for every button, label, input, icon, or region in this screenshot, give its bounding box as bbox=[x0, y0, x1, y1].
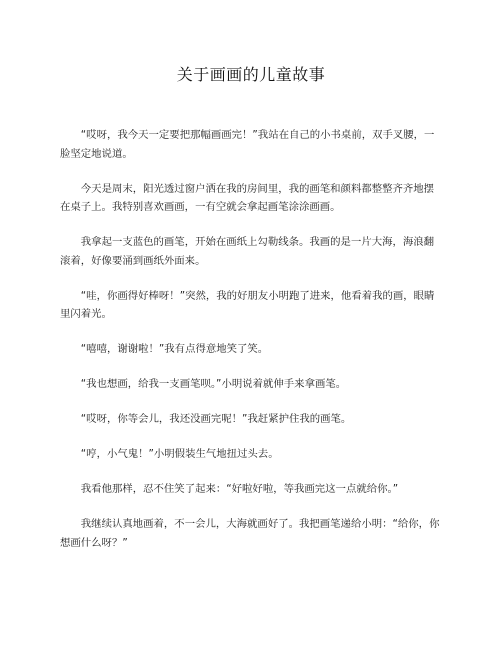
paragraph-7: “哎呀，你等会儿，我还没画完呢！”我赶紧护住我的画笔。 bbox=[80, 413, 352, 425]
paragraph-1: “哎呀，我今天一定要把那幅画画完！”我站在自己的小书桌前，双手叉腰，一脸坚定地说道。 bbox=[60, 129, 435, 160]
paragraph-5: “嘻嘻，谢谢啦！”我有点得意地笑了笑。 bbox=[80, 343, 269, 355]
paragraph-4: “哇，你画得好棒呀！”突然，我的好朋友小明跑了进来，他看着我的画，眼睛里闪着光。 bbox=[60, 289, 435, 320]
paragraph-2: 今天是周末，阳光透过窗户洒在我的房间里，我的画笔和颜料都整整齐齐地摆在桌子上。我特别喜欢画画，一有空就会拿起画笔涂涂画画。 bbox=[60, 182, 435, 213]
page-title: 关于画画的儿童故事 bbox=[176, 65, 326, 84]
paragraph-8: “哼，小气鬼！”小明假装生气地扭过头去。 bbox=[80, 448, 279, 460]
paragraph-9: 我看他那样，忍不住笑了起来：“好啦好啦，等我画完这一点就给你。” bbox=[80, 483, 399, 495]
paragraph-3: 我拿起一支蓝色的画笔，开始在画纸上勾勒线条。我画的是一片大海，海浪翻滚着，好像要涌到画纸外面来。 bbox=[60, 236, 435, 267]
story-body bbox=[60, 126, 444, 569]
paragraph-10: 我继续认真地画着，不一会儿，大海就画好了。我把画笔递给小明：“给你，你想画什么呀？” bbox=[60, 518, 440, 549]
paragraph-6: “我也想画，给我一支画笔呗。”小明说着就伸手来拿画笔。 bbox=[80, 378, 347, 390]
